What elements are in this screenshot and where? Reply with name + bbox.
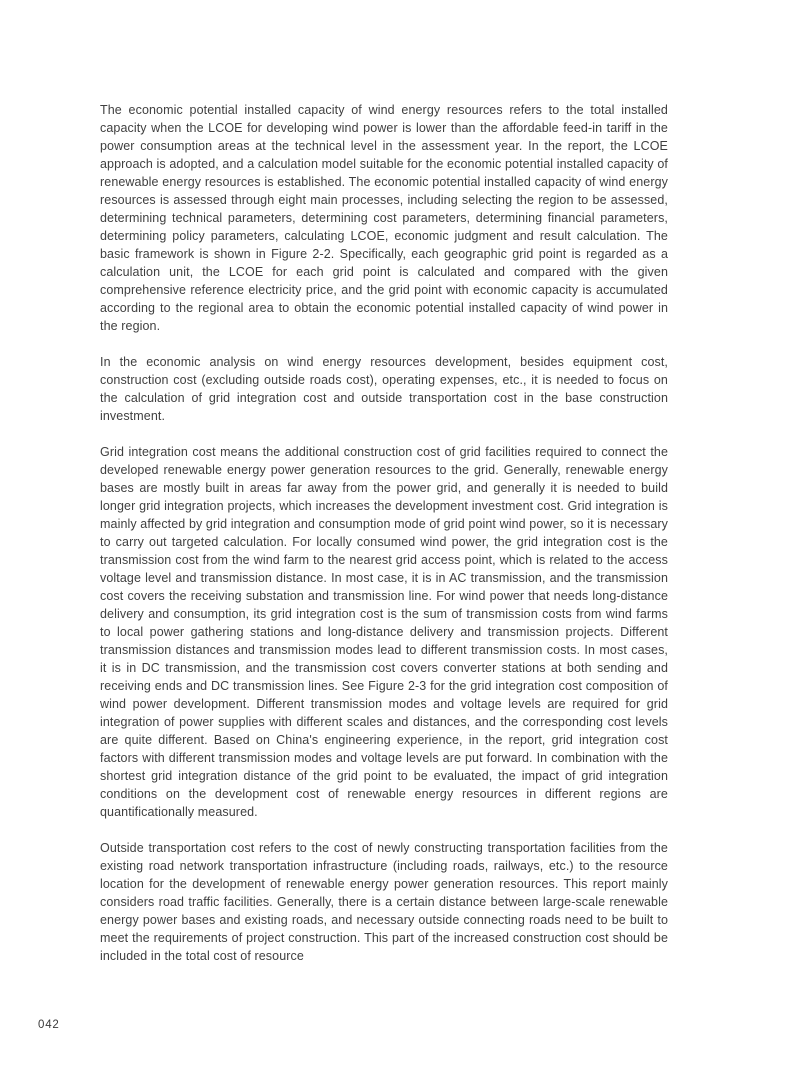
page-footer xyxy=(38,1015,60,1033)
paragraph-outside-transportation-cost: Outside transportation cost refers to the cost of newly constructing transportation facilities from the existing road network transportation infrastructure (including roads, railways, etc.) to the resource location for the development of renewable energy power generation resources. This report mainly considers road traffic facilities. Generally, there is a certain distance between large-scale renewable energy power bases and existing roads, and necessary outside connecting roads need to be built to meet the requirements of project construction. This part of the increased construction cost should be included in the total cost of resource xyxy=(100,841,668,963)
paragraph-grid-integration-cost: Grid integration cost means the additional construction cost of grid facilities required to connect the developed renewable energy power generation resources to the grid. Generally, renewable energy bases are mostly built in areas far away from the power grid, and generally it is needed to build longer grid integration projects, which increases the development investment cost. Grid integration is mainly affected by grid integration and consumption mode of grid point wind power, so it is necessary to carry out targeted calculation. For locally consumed wind power, the grid integration cost is the transmission cost from the wind farm to the nearest grid access point, which is related to the access voltage level and transmission distance. In most case, it is in AC transmission, and the transmission cost covers the receiving substation and transmission line. For wind power that needs long-distance delivery and consumption, its grid integration cost is the sum of transmission costs from wind farms to local power gathering stations and long-distance delivery and transmission projects. Different transmission distances and transmission modes lead to different transmission costs. In most cases, it is in DC transmission, and the transmission cost covers converter stations at both sending and receiving ends and DC transmission lines. See Figure 2-3 for the grid integration cost composition of wind power development. Different transmission modes and voltage levels are required for grid integration of power supplies with different scales and distances, and the corresponding cost levels are quite different. Based on China's engineering experience, in the report, grid integration cost factors with different transmission modes and voltage levels are put forward. In combination with the shortest grid integration distance of the grid point to be evaluated, the impact of grid integration conditions on the development cost of renewable energy resources in different regions are quantificationally measured. xyxy=(100,445,668,819)
paragraph-economic-analysis: In the economic analysis on wind energy resources development, besides equipment cost, construction cost (excluding outside roads cost), operating expenses, etc., it is needed to focus on the calculation of grid integration cost and outside transportation cost in the base construction investment. xyxy=(100,355,668,423)
paragraph-economic-potential-capacity: The economic potential installed capacity of wind energy resources refers to the total installed capacity when the LCOE for developing wind power is lower than the affordable feed-in tariff in the power consumption areas at the technical level in the assessment year. In the report, the LCOE approach is adopted, and a calculation model suitable for the economic potential installed capacity of renewable energy resources is established. The economic potential installed capacity of wind energy resources is assessed through eight main processes, including selecting the region to be assessed, determining technical parameters, determining cost parameters, determining financial parameters, determining policy parameters, calculating LCOE, economic judgment and result calculation. The basic framework is shown in Figure 2-2. Specifically, each geographic grid point is regarded as a calculation unit, the LCOE for each grid point is calculated and compared with the given comprehensive reference electricity price, and the grid point with economic capacity is accumulated according to the regional area to obtain the economic potential installed capacity of wind power in the region. xyxy=(100,103,668,333)
body-text xyxy=(100,101,668,965)
page-number: 042 xyxy=(38,1019,60,1031)
